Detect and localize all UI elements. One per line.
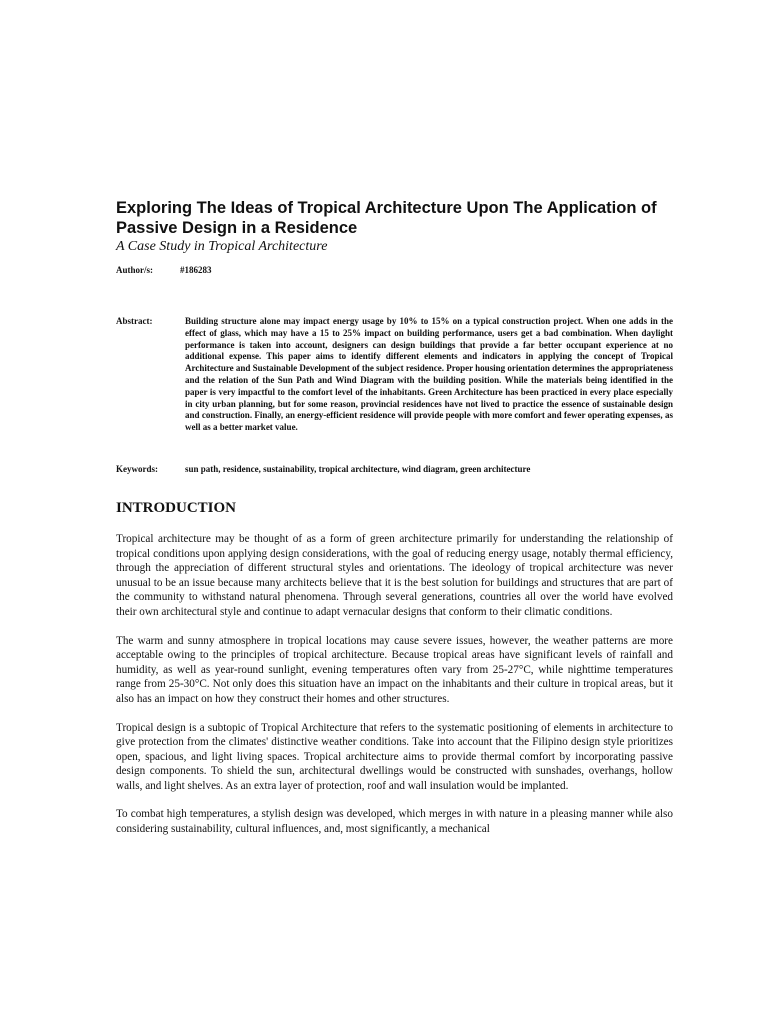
body-paragraph: To combat high temperatures, a stylish design was developed, which merges in with nature in a pleasing manner while also considering sustainability, cultural influences, and, most significantly, a mechanical — [116, 808, 673, 836]
keywords-label: Keywords: — [116, 463, 158, 474]
authors-row — [116, 264, 673, 276]
abstract-text: Building structure alone may impact energy usage by 10% to 15% on a typical construction project. When one adds in the effect of glass, which may have a 15 to 25% impact on building performance, users get a bad combination. When daylight performance is taken into account, designers can design buildings that provide a far better occupant experience at no additional expense. This paper aims to identify different elements and indicators in applying the concept of Tropical Architecture and Sustainable Development of the subject residence. Proper housing orientation determines the appropriateness and the relation of the Sun Path and Wind Diagram with the building position. While the materials being identified in the paper is very impactful to the comfort level of the inhabitants. Green Architecture has been practiced in every place especially in city urban planning, but for some reason, provincial residences have not lived to practice the essence of sustainable design and construction. Finally, an energy-efficient residence will provide people with more comfort and fewer operating expenses, as well as a better market value. — [185, 316, 673, 433]
body-paragraph: The warm and sunny atmosphere in tropical locations may cause severe issues, however, the weather patterns are more acceptable owing to the principles of tropical architecture. Because tropical areas have significant levels of rainfall and humidity, as well as year-round sunlight, evening temperatures often vary from 25-27°C, while nighttime temperatures range from 25-30°C. Not only does this situation have an impact on the inhabitants and their culture in tropical areas, but it also has an impact on how they construct their homes and other structures. — [116, 634, 673, 705]
keywords-row — [116, 463, 673, 475]
keywords-value: sun path, residence, sustainability, tropical architecture, wind diagram, green architecture — [185, 463, 531, 474]
body-paragraph: Tropical design is a subtopic of Tropical Architecture that refers to the systematic positioning of elements in architecture to give protection from the climates' distinctive weather conditions. Take into account that the Filipino design style prioritizes open, spacious, and light living spaces. Tropical architecture aims to provide thermal comfort by incorporating passive design components. To shield the sun, architectural dwellings would be constructed with sunshades, overhangs, hollow walls, and light shelves. As an extra layer of protection, roof and wall insulation would be implanted. — [116, 721, 673, 792]
authors-label: Author/s: — [116, 265, 154, 275]
body-paragraph: Tropical architecture may be thought of as a form of green architecture primarily for understanding the relationship of tropical conditions upon applying design considerations, with the goal of reducing energy usage, notably thermal efficiency, through the appreciation of different structural styles and orientations. The ideology of tropical architecture was never unusual to be an issue because many architects believe that it is the best solution for buildings and structures that are part of the community to withstand natural phenomena. Through several generations, countries all over the world have evolved their own architectural style and continue to adapt vernacular designs that conform to their climatic conditions. — [116, 532, 673, 618]
abstract-row — [116, 316, 673, 434]
paper-page — [116, 198, 673, 851]
paper-subtitle: A Case Study in Tropical Architecture — [116, 239, 328, 254]
section-heading-introduction: INTRODUCTION — [116, 499, 237, 516]
paper-title: Exploring The Ideas of Tropical Architecture Upon The Application of Passive Design in a Residence — [116, 199, 657, 237]
abstract-label: Abstract: — [116, 316, 153, 326]
authors-value: #186283 — [180, 265, 212, 275]
